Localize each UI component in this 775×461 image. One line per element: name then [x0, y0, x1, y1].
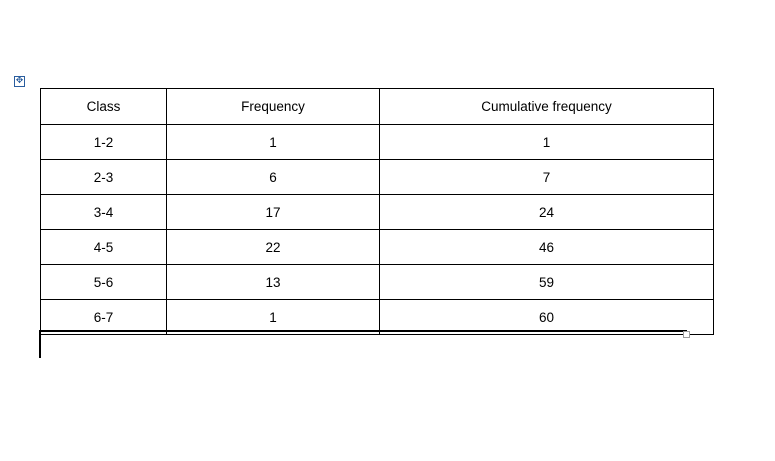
- text-cursor: [39, 332, 41, 358]
- table-move-handle-icon[interactable]: ✥: [15, 76, 24, 86]
- cell-class[interactable]: 5-6: [41, 265, 167, 300]
- table-row: [41, 160, 714, 195]
- column-header-cumulative-frequency: Cumulative frequency: [380, 89, 714, 125]
- cell-class[interactable]: 3-4: [41, 195, 167, 230]
- table-header-row: [41, 89, 714, 125]
- cell-cumulative-frequency[interactable]: 1: [380, 125, 714, 160]
- frequency-table: [40, 88, 714, 335]
- cell-frequency[interactable]: 1: [167, 125, 380, 160]
- table-row: [41, 195, 714, 230]
- table-row: [41, 230, 714, 265]
- cell-class[interactable]: 2-3: [41, 160, 167, 195]
- column-header-frequency: Frequency: [167, 89, 380, 125]
- cell-frequency[interactable]: 6: [167, 160, 380, 195]
- table-row: [41, 265, 714, 300]
- cell-frequency[interactable]: 1: [167, 300, 380, 335]
- cell-class[interactable]: 4-5: [41, 230, 167, 265]
- cell-frequency[interactable]: 13: [167, 265, 380, 300]
- cell-frequency[interactable]: 22: [167, 230, 380, 265]
- cell-frequency[interactable]: 17: [167, 195, 380, 230]
- cell-cumulative-frequency[interactable]: 59: [380, 265, 714, 300]
- table-row: [41, 125, 714, 160]
- table-bottom-border: [39, 330, 687, 332]
- cell-cumulative-frequency[interactable]: 24: [380, 195, 714, 230]
- table-resize-handle-icon[interactable]: [683, 331, 690, 338]
- cell-cumulative-frequency[interactable]: 7: [380, 160, 714, 195]
- cell-cumulative-frequency[interactable]: 60: [380, 300, 714, 335]
- cell-class[interactable]: 1-2: [41, 125, 167, 160]
- cell-class[interactable]: 6-7: [41, 300, 167, 335]
- column-header-class: Class: [41, 89, 167, 125]
- cell-cumulative-frequency[interactable]: 46: [380, 230, 714, 265]
